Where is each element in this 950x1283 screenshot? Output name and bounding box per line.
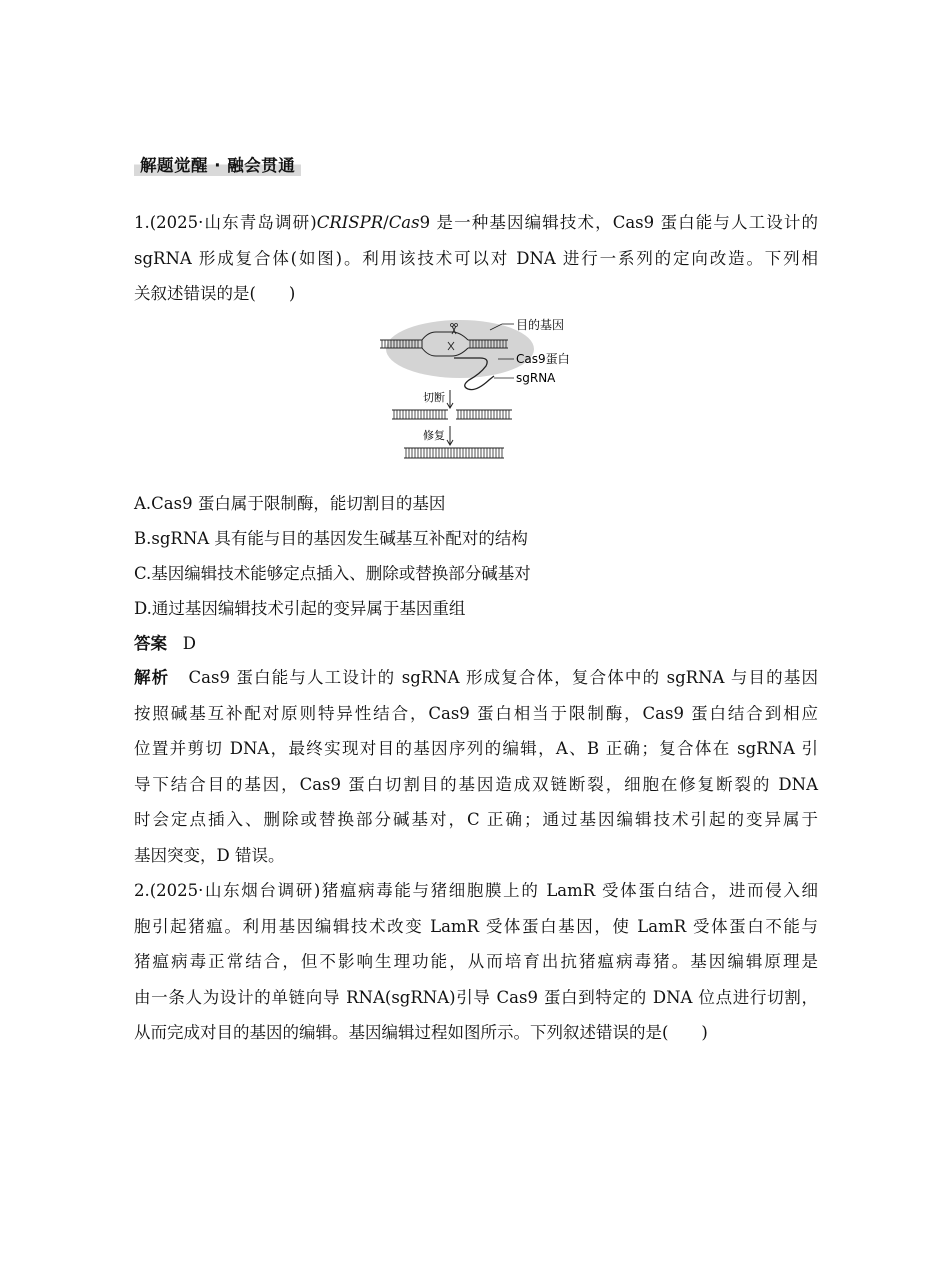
label-repair: 修复 <box>423 429 445 442</box>
base-pairs-cut <box>394 410 509 419</box>
question-2-line-2: 胞引起猪瘟。利用基因编辑技术改变 LamR 受体蛋白基因，使 LamR 受体蛋白不能与 <box>134 916 818 936</box>
slash: / <box>383 213 389 232</box>
question-1-number: 1. <box>134 213 150 232</box>
analysis-line-2: 按照碱基互补配对原则特异性结合，Cas9 蛋白相当于限制酶，Cas9 蛋白结合到相应 <box>134 703 818 723</box>
cas-term: Cas <box>388 213 420 232</box>
label-sgrna: sgRNA <box>516 371 556 385</box>
option-d: D.通过基因编辑技术引起的变异属于基因重组 <box>134 599 466 618</box>
analysis-label: 解析 <box>134 668 170 687</box>
cas-number: 9 <box>419 213 431 232</box>
analysis-line-6: 基因突变，D 错误。 <box>134 845 285 865</box>
question-2-line-5: 从而完成对目的基因的编辑。基因编辑过程如图所示。下列叙述错误的是( ) <box>134 1023 708 1043</box>
label-target-gene: 目的基因 <box>516 318 565 332</box>
question-2-stem <box>134 873 818 1051</box>
answer-value: D <box>182 634 196 653</box>
question-1-line-3: 关叙述错误的是( ) <box>134 284 296 304</box>
label-cas9-protein: Cas9蛋白 <box>516 352 570 366</box>
answer-label: 答案 <box>134 634 167 653</box>
question-2-line-1-rest: 猪瘟病毒能与猪细胞膜上的 LamR 受体蛋白结合，进而侵入细 <box>320 881 818 900</box>
analysis-line-5: 时会定点插入、删除或替换部分碱基对，C 正确；通过基因编辑技术引起的变异属于 <box>134 810 818 830</box>
answer <box>134 626 196 661</box>
question-1-line-2: sgRNA 形成复合体(如图)。利用该技术可以对 DNA 进行一系列的定向改造。下列相 <box>134 248 818 268</box>
question-2-line-4: 由一条人为设计的单链向导 RNA(sgRNA)引导 Cas9 蛋白到特定的 DNA 位点进行切割， <box>134 987 818 1007</box>
option-c: C.基因编辑技术能够定点插入、删除或替换部分碱基对 <box>134 564 531 583</box>
crispr-cas9-figure <box>376 314 596 466</box>
crispr-term: CRISPR <box>316 213 384 232</box>
analysis-line-4: 导下结合目的基因，Cas9 蛋白切割目的基因造成双链断裂，细胞在修复断裂的 DNA <box>134 774 818 794</box>
analysis-line-1 <box>134 660 818 696</box>
question-1-source: (2025·山东青岛调研) <box>149 213 317 232</box>
analysis <box>134 660 818 874</box>
analysis-text-1: Cas9 蛋白能与人工设计的 sgRNA 形成复合体，复合体中的 sgRNA 与目的基因 <box>188 668 818 687</box>
option-a: A.Cas9 蛋白属于限制酶，能切割目的基因 <box>134 494 446 513</box>
question-1-line-1 <box>134 205 818 241</box>
question-2-source: (2025·山东烟台调研) <box>149 881 321 900</box>
question-2-number: 2. <box>134 881 150 900</box>
analysis-line-3: 位置并剪切 DNA，最终实现对目的基因序列的编辑，A、B 正确；复合体在 sgRNA 引 <box>134 739 818 759</box>
question-2-line-1 <box>134 873 818 909</box>
label-cut: 切断 <box>423 391 445 404</box>
question-1-line-1-rest: 是一种基因编辑技术，Cas9 蛋白能与人工设计的 <box>430 213 818 232</box>
cas9-protein-shape <box>386 320 534 378</box>
question-2-line-3: 猪瘟病毒正常结合，但不影响生理功能，从而培育出抗猪瘟病毒猪。基因编辑原理是 <box>134 952 818 972</box>
question-1-stem <box>134 205 818 312</box>
section-title: 解题觉醒 · 融会贯通 <box>134 150 301 176</box>
base-pairs-repaired <box>406 448 502 458</box>
option-b: B.sgRNA 具有能与目的基因发生碱基互补配对的结构 <box>134 529 528 548</box>
